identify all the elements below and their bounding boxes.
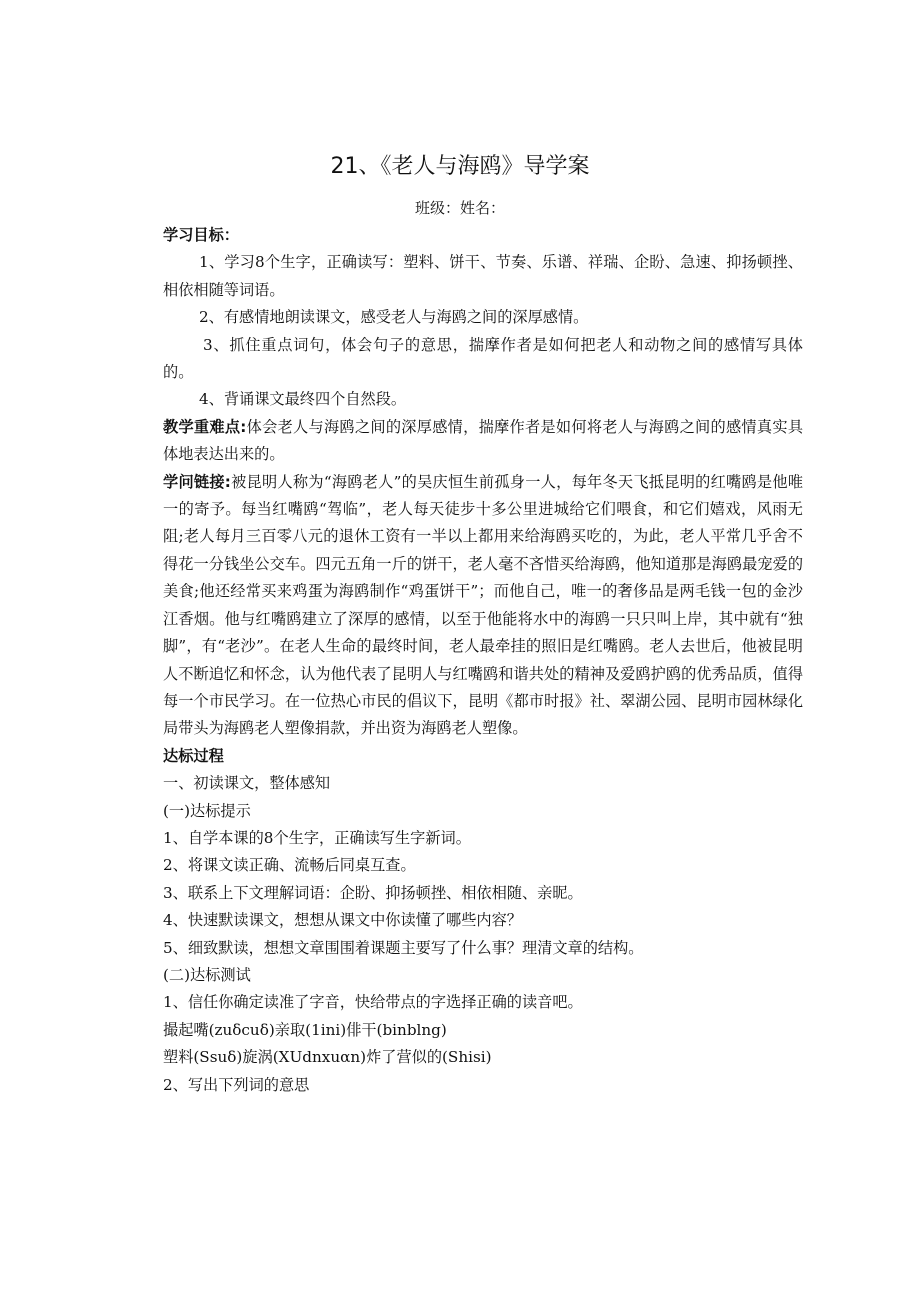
section-1-heading: 一、初读课文，整体感知 <box>163 774 331 793</box>
test-heading: (二)达标测试 <box>163 965 251 984</box>
difficulty-label: 教学重难点: <box>163 417 247 436</box>
difficulty-text: 体会老人与海鸥之间的深厚感情，揣摩作者是如何将老人与海鸥之间的感情真实具体地表达出来的。 <box>163 417 804 464</box>
knowledge-paragraph <box>163 469 803 743</box>
difficulty-paragraph <box>163 414 803 469</box>
test-item-2: 2、写出下列词的意思 <box>163 1075 310 1094</box>
goal-item-1: 1、学习8个生字，正确读写：塑料、饼干、节奏、乐谱、祥瑞、企盼、急速、抑扬顿挫、相依相随等词语。 <box>163 253 803 299</box>
knowledge-label: 学问链接: <box>163 472 231 491</box>
goals-heading: 学习目标： <box>163 226 239 244</box>
test-item-1: 1、信任你确定读准了字音，快给带点的字选择正确的读音吧。 <box>163 993 583 1012</box>
tip-item-4: 4、快速默读课文，想想从课文中你读懂了哪些内容？ <box>163 911 522 930</box>
tips-heading: (一)达标提示 <box>163 801 251 820</box>
test-pinyin-line-1: 撮起嘴(zuδcuδ)亲取(1ini)俳干(binblng) <box>163 1020 447 1039</box>
process-heading: 达标过程 <box>163 746 224 765</box>
test-pinyin-line-2: 塑料(Ssuδ)旋涡(XUdnxuαn)炸了营似的(Shisi) <box>163 1048 492 1067</box>
tip-item-5: 5、细致默读，想想文章围围着课题主要写了什么事？理清文章的结构。 <box>163 938 644 957</box>
document-body <box>163 222 803 1099</box>
knowledge-text: 被昆明人称为“海鸥老人”的吴庆恒生前孤身一人，每年冬天飞抵昆明的红嘴鸥是他唯一的寄予。每当红嘴鸥“驾临”，老人每天徒步十多公里进城给它们喂食，和它们嬉戏，风雨无阻;老人每月三百零八元的退休工资有一半以上都用来给海鸥买吃的，为此，老人平常几乎舍不得花一分钱坐公交车。四元五角一斤的饼干，老人毫不吝惜买给海鸥，他知道那是海鸥最宠爱的美食;他还经常买来鸡蛋为海鸥制作“鸡蛋饼干”；而他自己，唯一的奢侈品是两毛钱一包的金沙江香烟。他与红嘴鸥建立了深厚的感情，以至于他能将水中的海鸥一只只叫上岸，其中就有“独脚”，有“老沙”。在老人生命的最终时间，老人最牵挂的照旧是红嘴鸥。老人去世后，他被昆明人不断追忆和怀念，认为他代表了昆明人与红嘴鸥和谐共处的精神及爱鸥护鸥的优秀品质，值得每一个市民学习。在一位热心市民的倡议下，昆明《都市时报》社、翠湖公园、昆明市园林绿化局带头为海鸥老人塑像捐款，并出资为海鸥老人塑像。 <box>163 472 804 738</box>
class-name-line: 班级：姓名： <box>414 199 505 217</box>
tip-item-2: 2、将课文读正确、流畅后同桌互查。 <box>163 856 416 875</box>
tip-item-1: 1、自学本课的8个生字，正确读写生字新词。 <box>163 828 471 847</box>
page-title: 21、《老人与海鸥》导学案 <box>330 154 590 179</box>
goal-item-2: 2、有感情地朗读课文，感受老人与海鸥之间的深厚感情。 <box>199 308 589 327</box>
tip-item-3: 3、联系上下文理解词语：企盼、抑扬顿挫、相依相随、亲昵。 <box>163 883 583 902</box>
goal-item-4: 4、背诵课文最终四个自然段。 <box>199 390 407 409</box>
goal-item-3: 3、抓住重点词句，体会句子的意思，揣摩作者是如何把老人和动物之间的感情写具体的。 <box>163 335 803 382</box>
